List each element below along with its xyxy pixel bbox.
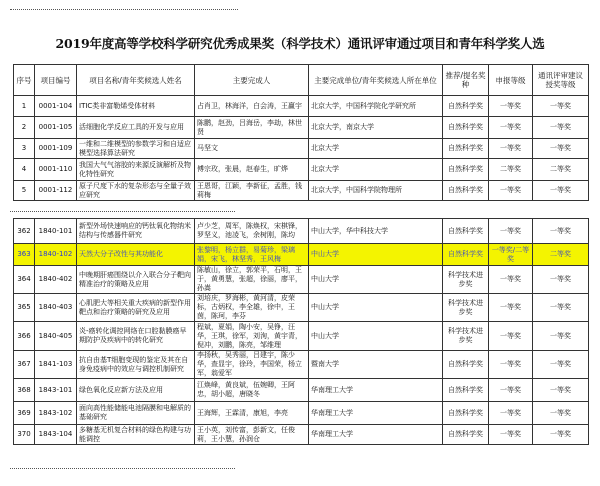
row-level: 一等奖/二等奖 [489, 244, 533, 266]
row-recommended: 一等奖 [533, 181, 589, 201]
row-people: 卢少芝，周军，陈焕权，宋棋锋，罗坚义，池凌飞，余树刚，陈均 [195, 219, 309, 244]
table-row [14, 322, 589, 351]
row-people: 王恩哥，江颖，李新征，孟胜，钱莉梅 [195, 181, 309, 201]
row-level: 一等奖 [489, 379, 533, 402]
row-award-type: 自然科学奖 [443, 425, 489, 445]
row-unit: 中山大学 [309, 244, 443, 266]
table-row [14, 351, 589, 379]
results-table-bottom [13, 218, 588, 445]
row-award-type: 自然科学奖 [443, 117, 489, 139]
row-code: 1840-402 [35, 266, 77, 294]
row-index: 368 [14, 379, 35, 402]
row-award-type: 科学技术进步奖 [443, 322, 489, 351]
row-index: 365 [14, 294, 35, 322]
table-row [14, 244, 589, 266]
row-recommended: 一等奖 [533, 425, 589, 445]
row-award-type: 自然科学奖 [443, 402, 489, 425]
results-table-top [13, 64, 588, 201]
row-name: 抗自由基T细胞变现的鉴定及其在自身免疫病中的效应与调控机制研究 [77, 351, 195, 379]
row-recommended: 一等奖 [533, 139, 589, 159]
table-row [14, 402, 589, 425]
table-row [14, 139, 589, 159]
row-people: 王海辉，王霖清，康旭，李亮 [195, 402, 309, 425]
row-people: 刘培庆，罗海彬，黄河清，皮荣标，古炳权，李全雄，徐中，王茵，陈珂，李芬 [195, 294, 309, 322]
row-recommended: 一等奖 [533, 266, 589, 294]
row-level: 一等奖 [489, 219, 533, 244]
row-name: ITIC类非富勒烯受体材料 [77, 96, 195, 117]
row-index: 363 [14, 244, 35, 266]
row-name: 一维和二维模型的参数学习和自适应模型选择算法研究 [77, 139, 195, 159]
row-name: 活细胞化学反应工具的开发与应用 [77, 117, 195, 139]
row-people: 程斌，夏娟，陶小安，吴铮，汪华，王琪，徐军，刘洵，黄宇青，倪冲，刘鹏，陈亮，邹维理 [195, 322, 309, 351]
row-level: 一等奖 [489, 139, 533, 159]
table-header-row [14, 65, 589, 96]
table-row [14, 266, 589, 294]
row-name: 多糖基无机复合材料的绿色构建与功能调控 [77, 425, 195, 445]
row-level: 一等奖 [489, 266, 533, 294]
row-unit: 北京大学 [309, 159, 443, 181]
row-people: 马坚文 [195, 139, 309, 159]
row-unit: 暨南大学 [309, 351, 443, 379]
row-code: 1843-101 [35, 379, 77, 402]
row-code: 1840-101 [35, 219, 77, 244]
header-name: 项目名称/青年奖候选人姓名 [77, 65, 195, 96]
row-unit: 华南理工大学 [309, 379, 443, 402]
header-unit: 主要完成单位/青年奖候选人所在单位 [309, 65, 443, 96]
row-index: 370 [14, 425, 35, 445]
row-award-type: 科学技术进步奖 [443, 266, 489, 294]
row-index: 4 [14, 159, 35, 181]
row-index: 3 [14, 139, 35, 159]
table-row [14, 181, 589, 201]
bottom-dotted-rule [10, 468, 235, 469]
row-award-type: 科学技术进步奖 [443, 294, 489, 322]
row-people: 陈敏山，徐立，郭荣平，石明，王于，黄勇慧，张超，徐丽，廖平，孙嵩 [195, 266, 309, 294]
row-name: 心肌肥大等相关重大疾病的新型作用靶点和治疗策略的研究及应用 [77, 294, 195, 322]
row-people: 王小英，刘传富，彭新文，任俊莉，王小慧，孙润仓 [195, 425, 309, 445]
row-unit: 北京大学 [309, 139, 443, 159]
row-people: 陈鹏，赵劲，吕海岳，李劫，林世贤 [195, 117, 309, 139]
row-people: 李扬秋，吴秀丽，吕建宇，陈少华，查显宇，徐玲，李国荣，杨立军，翁爱军 [195, 351, 309, 379]
top-dotted-rule [10, 9, 238, 10]
row-unit: 北京大学，中国科学院物理所 [309, 181, 443, 201]
row-index: 362 [14, 219, 35, 244]
row-recommended: 一等奖 [533, 402, 589, 425]
row-code: 0001-109 [35, 139, 77, 159]
page-title: 2019年度高等学校科学研究优秀成果奖（科学技术）通讯评审通过项目和青年科学奖人选 [55, 36, 545, 51]
row-index: 2 [14, 117, 35, 139]
table-row [14, 294, 589, 322]
row-recommended: 一等奖 [533, 96, 589, 117]
header-award-type: 推荐/提名奖种 [443, 65, 489, 96]
row-unit: 北京大学，中国科学院化学研究所 [309, 96, 443, 117]
row-name: 炎-癌转化调控网络在口腔黏膜癌早期防护及疾病中的转化研究 [77, 322, 195, 351]
section-gap [0, 205, 600, 218]
row-index: 366 [14, 322, 35, 351]
row-unit: 北京大学，南京大学 [309, 117, 443, 139]
row-level: 一等奖 [489, 117, 533, 139]
row-name: 面向高性能储能电池隔膜和电解质的基础研究 [77, 402, 195, 425]
row-people: 张黎明，杨立群，易菊珍，梁璃娟，宋飞，林坚秀，王风梅 [195, 244, 309, 266]
row-code: 1843-102 [35, 402, 77, 425]
row-code: 0001-104 [35, 96, 77, 117]
row-recommended: 一等奖 [533, 351, 589, 379]
table-row [14, 379, 589, 402]
row-level: 一等奖 [489, 402, 533, 425]
header-index: 序号 [14, 65, 35, 96]
row-unit: 中山大学 [309, 322, 443, 351]
row-index: 367 [14, 351, 35, 379]
table-row [14, 159, 589, 181]
header-code: 项目编号 [35, 65, 77, 96]
row-unit: 中山大学，华中科技大学 [309, 219, 443, 244]
row-code: 1840-405 [35, 322, 77, 351]
row-unit: 中山大学 [309, 266, 443, 294]
row-name: 原子尺度下水的复杂形态与全量子效应研究 [77, 181, 195, 201]
row-award-type: 自然科学奖 [443, 159, 489, 181]
row-people: 傅宗玫，张晨，赵春生，旷烨 [195, 159, 309, 181]
row-index: 1 [14, 96, 35, 117]
row-people: 占肖卫，林海洋，白会涛，王赢宇 [195, 96, 309, 117]
row-award-type: 自然科学奖 [443, 96, 489, 117]
row-recommended: 一等奖 [533, 294, 589, 322]
table-row [14, 219, 589, 244]
row-code: 1841-103 [35, 351, 77, 379]
row-name: 天然大分子改性与其功能化 [77, 244, 195, 266]
row-award-type: 自然科学奖 [443, 351, 489, 379]
row-index: 369 [14, 402, 35, 425]
table-row [14, 117, 589, 139]
row-unit: 华南理工大学 [309, 425, 443, 445]
row-index: 5 [14, 181, 35, 201]
row-recommended: 二等奖 [533, 159, 589, 181]
gap-dotted-rule [10, 211, 235, 212]
row-people: 江焕峰，黄良斌，伍婉卿，王阿忠，胡小超，唐晓冬 [195, 379, 309, 402]
table-row [14, 425, 589, 445]
row-code: 0001-110 [35, 159, 77, 181]
header-level: 申报等级 [489, 65, 533, 96]
row-code: 1843-104 [35, 425, 77, 445]
row-award-type: 自然科学奖 [443, 139, 489, 159]
row-unit: 华南理工大学 [309, 402, 443, 425]
row-level: 一等奖 [489, 181, 533, 201]
row-name: 绿色氧化反应新方法及应用 [77, 379, 195, 402]
row-index: 364 [14, 266, 35, 294]
row-award-type: 自然科学奖 [443, 244, 489, 266]
header-people: 主要完成人 [195, 65, 309, 96]
header-recommended: 通讯评审建议授奖等级 [533, 65, 589, 96]
row-recommended: 一等奖 [533, 379, 589, 402]
row-name: 中晚期肝癌围绕以介入联合分子靶向精准治疗的策略及应用 [77, 266, 195, 294]
row-name: 新型外场快速响应的钙钛氧化物纳米结构与传感器件研究 [77, 219, 195, 244]
row-code: 1840-403 [35, 294, 77, 322]
row-level: 一等奖 [489, 351, 533, 379]
row-recommended: 二等奖 [533, 244, 589, 266]
row-name: 我国大气气溶胶的来源反演解析及物化特性研究 [77, 159, 195, 181]
row-recommended: 一等奖 [533, 322, 589, 351]
row-level: 一等奖 [489, 425, 533, 445]
row-level: 一等奖 [489, 294, 533, 322]
row-award-type: 自然科学奖 [443, 379, 489, 402]
table-row [14, 96, 589, 117]
row-award-type: 自然科学奖 [443, 219, 489, 244]
row-level: 一等奖 [489, 96, 533, 117]
row-award-type: 自然科学奖 [443, 181, 489, 201]
row-level: 一等奖 [489, 322, 533, 351]
row-recommended: 一等奖 [533, 219, 589, 244]
row-unit: 中山大学 [309, 294, 443, 322]
row-recommended: 一等奖 [533, 117, 589, 139]
row-code: 0001-105 [35, 117, 77, 139]
row-code: 0001-112 [35, 181, 77, 201]
row-code: 1840-102 [35, 244, 77, 266]
row-level: 二等奖 [489, 159, 533, 181]
